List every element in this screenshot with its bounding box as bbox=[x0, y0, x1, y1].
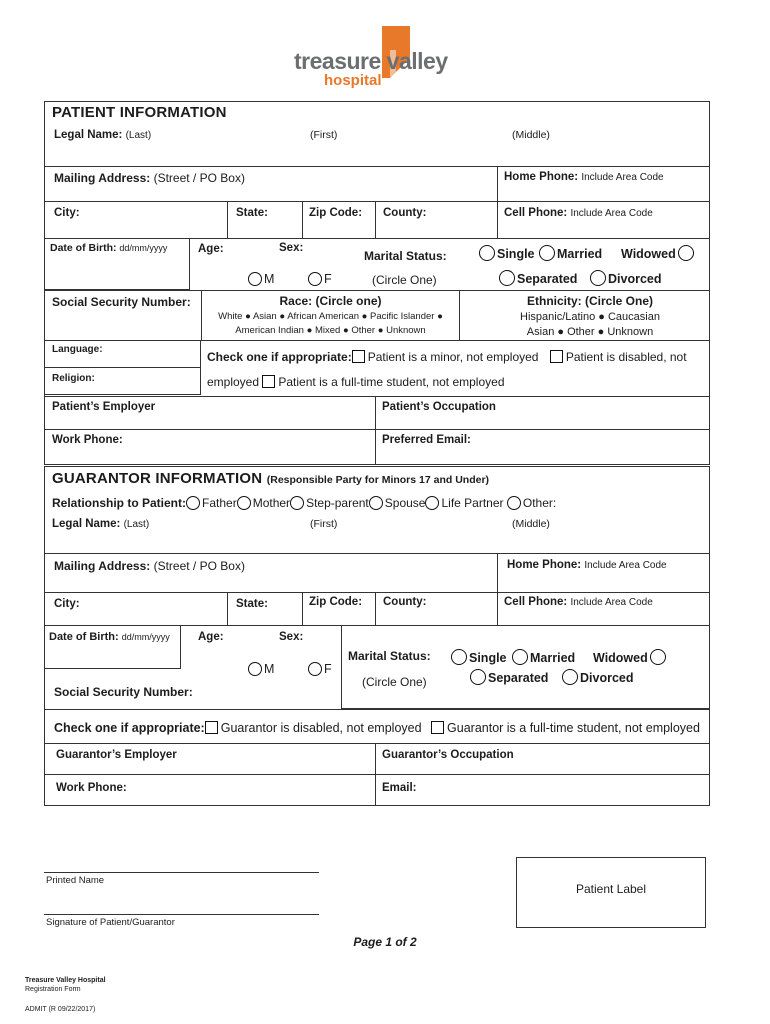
guarantor-marital-field bbox=[341, 625, 710, 709]
printed-name-label: Printed Name bbox=[46, 875, 105, 886]
guarantor-section-title: GUARANTOR INFORMATION bbox=[52, 470, 263, 487]
guarantor-occupation-label: Guarantor’s Occupation bbox=[382, 749, 514, 761]
radio-circle-icon bbox=[562, 669, 578, 685]
logo-brand-line1: treasure valley bbox=[294, 48, 448, 74]
guarantor-check-label: Check one if appropriate: bbox=[54, 721, 205, 735]
guarantor-section-subtitle: (Responsible Party for Minors 17 and Under) bbox=[266, 474, 490, 486]
guarantor-dob-format: dd/mm/yyyy bbox=[121, 632, 170, 642]
guarantor-sex-f-option[interactable]: F bbox=[308, 662, 332, 676]
patient-dob-label: Date of Birth: bbox=[50, 242, 117, 254]
signature-label: Signature of Patient/Guarantor bbox=[46, 917, 175, 928]
guarantor-mailing-label: Mailing Address: bbox=[54, 559, 151, 573]
patient-middle-label: (Middle) bbox=[512, 129, 550, 141]
patient-legal-name-label: Legal Name: bbox=[54, 129, 123, 141]
patient-mailing-sub: (Street / PO Box) bbox=[153, 171, 245, 185]
patient-label-text: Patient Label bbox=[575, 882, 647, 896]
patient-marital-label: Marital Status: bbox=[364, 249, 447, 263]
guarantor-marital-separated[interactable]: Separated bbox=[470, 669, 548, 685]
patient-ethnicity-options-2[interactable]: Asian ● Other ● Unknown bbox=[526, 326, 654, 338]
patient-last-label: (Last) bbox=[125, 130, 152, 141]
patient-section-title: PATIENT INFORMATION bbox=[52, 104, 227, 121]
guarantor-sex-label: Sex: bbox=[279, 631, 304, 643]
guarantor-cell-phone-label: Cell Phone: bbox=[504, 596, 568, 608]
guarantor-marital-married[interactable]: Married bbox=[512, 649, 575, 665]
patient-occupation-label: Patient’s Occupation bbox=[382, 401, 496, 413]
patient-marital-separated[interactable]: Separated bbox=[499, 270, 577, 286]
radio-circle-icon bbox=[451, 649, 467, 665]
radio-circle-icon bbox=[512, 649, 528, 665]
guarantor-dob-label: Date of Birth: bbox=[49, 631, 119, 643]
patient-check-disabled[interactable]: Patient is disabled, not bbox=[565, 350, 687, 364]
patient-marital-single[interactable]: Single bbox=[479, 245, 535, 261]
radio-circle-icon bbox=[499, 270, 515, 286]
patient-check-label: Check one if appropriate: bbox=[207, 350, 352, 364]
patient-sex-m-option[interactable]: M bbox=[248, 272, 274, 286]
patient-race-title: Race: (Circle one) bbox=[279, 294, 382, 308]
patient-race-options-2[interactable]: American Indian ● Mixed ● Other ● Unknown bbox=[235, 325, 426, 336]
radio-circle-icon bbox=[479, 245, 495, 261]
guarantor-email-field[interactable] bbox=[375, 774, 710, 806]
footer-code: ADMIT (R 09/22/2017) bbox=[25, 1006, 96, 1013]
signature-line[interactable] bbox=[44, 914, 319, 915]
radio-circle-icon bbox=[308, 662, 322, 676]
patient-check-minor[interactable]: Patient is a minor, not employed bbox=[367, 350, 539, 364]
guarantor-cell-phone-hint: Include Area Code bbox=[570, 597, 653, 608]
patient-sex-label: Sex: bbox=[279, 242, 304, 254]
patient-city-label: City: bbox=[54, 207, 80, 219]
radio-circle-icon bbox=[248, 272, 262, 286]
radio-circle-icon[interactable] bbox=[507, 496, 521, 510]
patient-home-phone-hint: Include Area Code bbox=[581, 172, 664, 183]
patient-check-student[interactable]: Patient is a full-time student, not employed bbox=[278, 375, 505, 389]
patient-language-label: Language: bbox=[52, 344, 103, 355]
guarantor-middle-label: (Middle) bbox=[512, 518, 550, 530]
checkbox-icon[interactable] bbox=[352, 350, 365, 363]
printed-name-line[interactable] bbox=[44, 872, 319, 873]
guarantor-check-disabled[interactable]: Guarantor is disabled, not employed bbox=[220, 721, 422, 735]
patient-cell-phone-hint: Include Area Code bbox=[570, 208, 653, 219]
guarantor-ssn-label: Social Security Number: bbox=[54, 685, 193, 699]
radio-circle-icon[interactable] bbox=[237, 496, 251, 510]
radio-circle-icon bbox=[539, 245, 555, 261]
patient-marital-divorced[interactable]: Divorced bbox=[590, 270, 662, 286]
patient-check-employed: employed bbox=[207, 375, 260, 389]
patient-first-label: (First) bbox=[310, 129, 338, 141]
logo-brand-line2: hospital bbox=[324, 72, 382, 89]
patient-home-phone-label: Home Phone: bbox=[504, 171, 579, 183]
patient-marital-married[interactable]: Married bbox=[539, 245, 602, 261]
patient-dob-format: dd/mm/yyyy bbox=[119, 243, 168, 253]
patient-ssn-label: Social Security Number: bbox=[52, 295, 191, 309]
footer-org: Treasure Valley Hospital bbox=[25, 977, 106, 984]
checkbox-icon[interactable] bbox=[262, 375, 275, 388]
page-number: Page 1 of 2 bbox=[353, 935, 417, 949]
patient-age-label: Age: bbox=[198, 243, 224, 255]
guarantor-last-label: (Last) bbox=[123, 519, 150, 530]
radio-circle-icon[interactable] bbox=[186, 496, 200, 510]
guarantor-legal-name-label: Legal Name: bbox=[52, 518, 121, 530]
guarantor-marital-widowed[interactable]: Widowed bbox=[593, 649, 668, 665]
patient-sex-f-option[interactable]: F bbox=[308, 272, 332, 286]
guarantor-zip-label: Zip Code: bbox=[309, 596, 363, 608]
hospital-logo bbox=[290, 20, 465, 90]
patient-email-label: Preferred Email: bbox=[382, 434, 471, 446]
guarantor-email-label: Email: bbox=[382, 782, 417, 794]
guarantor-marital-single[interactable]: Single bbox=[451, 649, 507, 665]
patient-religion-label: Religion: bbox=[52, 373, 95, 384]
patient-race-options-1[interactable]: White ● Asian ● African American ● Pacific Islander ● bbox=[218, 311, 443, 322]
guarantor-state-label: State: bbox=[236, 598, 268, 610]
patient-circle-one-hint: (Circle One) bbox=[372, 273, 437, 287]
guarantor-marital-divorced[interactable]: Divorced bbox=[562, 669, 634, 685]
patient-marital-widowed[interactable]: Widowed bbox=[621, 245, 696, 261]
checkbox-icon[interactable] bbox=[205, 721, 218, 734]
patient-work-phone-label: Work Phone: bbox=[52, 434, 123, 446]
guarantor-relationship-row: Relationship to Patient: Father Mother Step-parent Spouse Life Partner Other: bbox=[52, 496, 557, 510]
checkbox-icon[interactable] bbox=[550, 350, 563, 363]
checkbox-icon[interactable] bbox=[431, 721, 444, 734]
guarantor-relationship-label: Relationship to Patient: bbox=[52, 496, 187, 510]
footer-form: Registration Form bbox=[25, 986, 81, 993]
patient-ethnicity-options-1[interactable]: Hispanic/Latino ● Caucasian bbox=[520, 311, 660, 323]
patient-cell-phone-label: Cell Phone: bbox=[504, 207, 568, 219]
patient-zip-label: Zip Code: bbox=[309, 207, 363, 219]
guarantor-employer-label: Guarantor’s Employer bbox=[56, 749, 177, 761]
radio-circle-icon bbox=[470, 669, 486, 685]
guarantor-check-student[interactable]: Guarantor is a full-time student, not employed bbox=[447, 721, 700, 735]
guarantor-circle-one-hint: (Circle One) bbox=[362, 675, 427, 689]
radio-circle-icon bbox=[590, 270, 606, 286]
guarantor-sex-m-option[interactable]: M bbox=[248, 662, 274, 676]
patient-state-label: State: bbox=[236, 207, 268, 219]
radio-circle-icon[interactable] bbox=[369, 496, 383, 510]
guarantor-county-label: County: bbox=[383, 596, 427, 608]
patient-mailing-label: Mailing Address: bbox=[54, 171, 151, 185]
radio-circle-icon bbox=[678, 245, 694, 261]
guarantor-city-label: City: bbox=[54, 598, 80, 610]
radio-circle-icon bbox=[308, 272, 322, 286]
radio-circle-icon[interactable] bbox=[290, 496, 304, 510]
guarantor-home-phone-label: Home Phone: bbox=[507, 559, 582, 571]
patient-county-label: County: bbox=[383, 207, 427, 219]
guarantor-home-phone-hint: Include Area Code bbox=[584, 560, 667, 571]
radio-circle-icon bbox=[248, 662, 262, 676]
guarantor-first-label: (First) bbox=[310, 518, 338, 530]
patient-employer-label: Patient’s Employer bbox=[52, 401, 156, 413]
guarantor-marital-label: Marital Status: bbox=[348, 649, 431, 663]
guarantor-mailing-sub: (Street / PO Box) bbox=[153, 559, 245, 573]
radio-circle-icon[interactable] bbox=[425, 496, 439, 510]
guarantor-work-phone-label: Work Phone: bbox=[56, 782, 127, 794]
patient-ethnicity-title: Ethnicity: (Circle One) bbox=[526, 294, 654, 308]
radio-circle-icon bbox=[650, 649, 666, 665]
guarantor-age-label: Age: bbox=[198, 631, 224, 643]
